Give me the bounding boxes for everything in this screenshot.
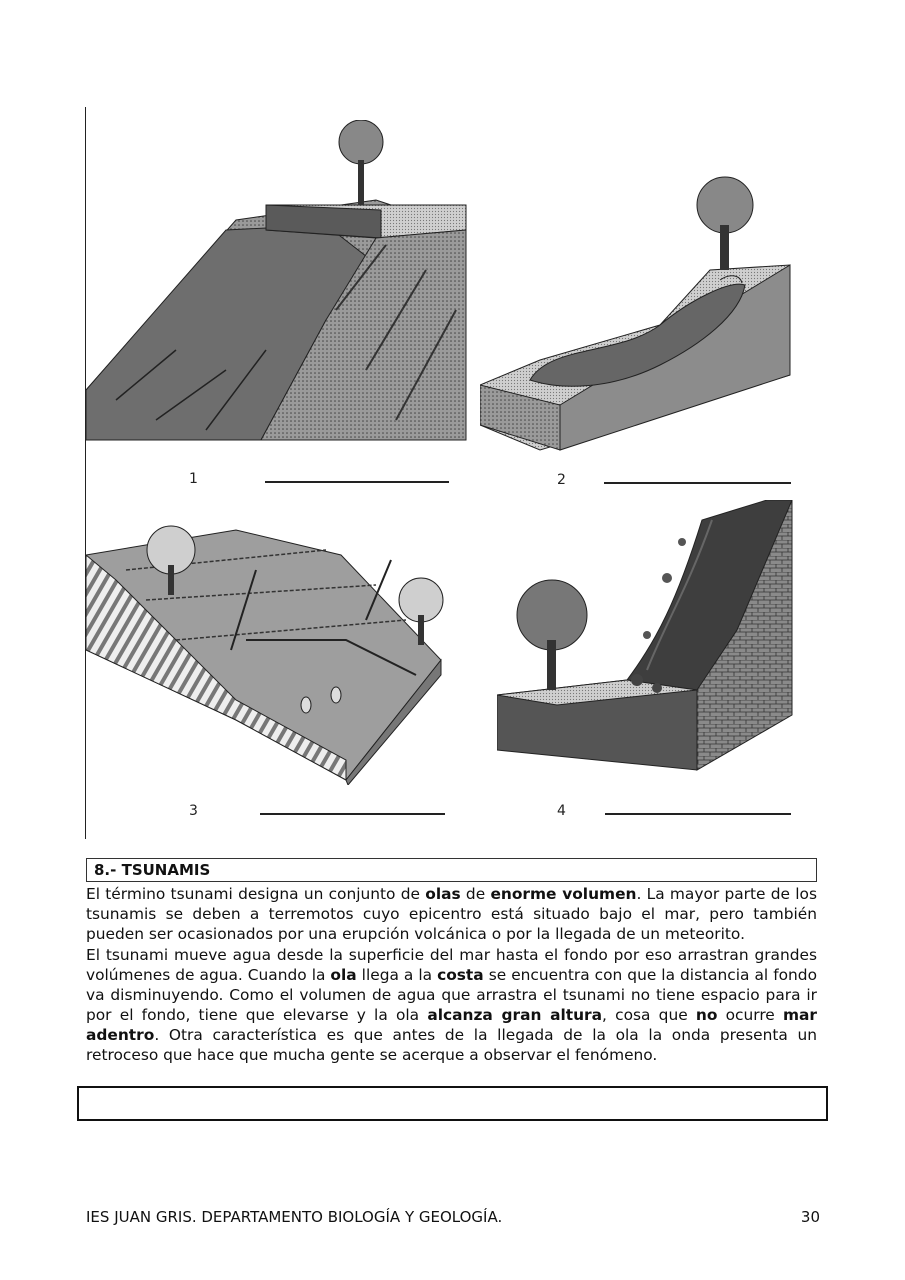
figure-2-earthflow	[480, 175, 795, 455]
figure-2-answer-line[interactable]	[604, 482, 791, 484]
p2-text: . Otra característica es que antes de la llegada de la ola la onda presenta un retroceso que hace que mucha gente se acerque a observar el fenómeno.	[86, 1026, 817, 1064]
paragraph-1	[86, 884, 817, 944]
rockfall-icon	[497, 500, 797, 775]
figure-3-soil-creep	[86, 510, 446, 785]
footer-institution: IES JUAN GRIS. DEPARTAMENTO BIOLOGÍA Y GEOLOGÍA.	[86, 1208, 503, 1226]
p2-text: llega a la	[356, 966, 438, 984]
earthflow-icon	[480, 175, 795, 455]
p2-text: ocurre	[717, 1006, 783, 1024]
page-number: 30	[800, 1208, 820, 1226]
figure-1-answer-line[interactable]	[265, 481, 449, 483]
p2-bold: costa	[437, 966, 484, 984]
p2-text: , cosa que	[602, 1006, 696, 1024]
p1-text: . La mayor parte de los tsunamis se deben a terremotos cuyo epicentro está situado bajo el mar, pero también pueden ser ocasionados por una erupción volcánica o por la llegada de un meteorito.	[86, 885, 817, 943]
figure-3-label: 3	[189, 803, 198, 819]
figure-4-label: 4	[557, 803, 566, 819]
p2-text: se encuentra con que la distancia al fondo va disminuyendo. Como el volumen de agua que arrastra el tsunami no tiene espacio para ir por el fondo, tiene que elevarse y la ola	[86, 966, 817, 1024]
p2-bold: mar adentro	[86, 1006, 818, 1044]
section-title: 8.- TSUNAMIS	[86, 858, 817, 882]
p1-text: El término tsunami designa un conjunto de	[86, 885, 426, 903]
figure-3-answer-line[interactable]	[260, 813, 445, 815]
answer-box[interactable]	[77, 1086, 828, 1121]
p2-bold: ola	[330, 966, 357, 984]
p2-bold: alcanza gran altura	[427, 1006, 603, 1024]
p2-text: El tsunami mueve agua desde la superficie del mar hasta el fondo por eso arrastran grandes volúmenes de agua. Cuando la	[86, 946, 817, 984]
figure-4-rockfall	[497, 500, 797, 775]
figure-1-label: 1	[189, 471, 198, 487]
p1-text: de	[460, 885, 491, 903]
figure-1-rotational-landslide	[86, 120, 476, 450]
rotational-landslide-icon	[86, 120, 476, 450]
p1-bold: olas	[425, 885, 461, 903]
figure-2-label: 2	[557, 472, 566, 488]
paragraph-2	[86, 945, 817, 1065]
soil-creep-icon	[86, 510, 446, 785]
figure-4-answer-line[interactable]	[605, 813, 791, 815]
p1-bold: enorme volumen	[490, 885, 637, 903]
p2-bold: no	[695, 1006, 718, 1024]
